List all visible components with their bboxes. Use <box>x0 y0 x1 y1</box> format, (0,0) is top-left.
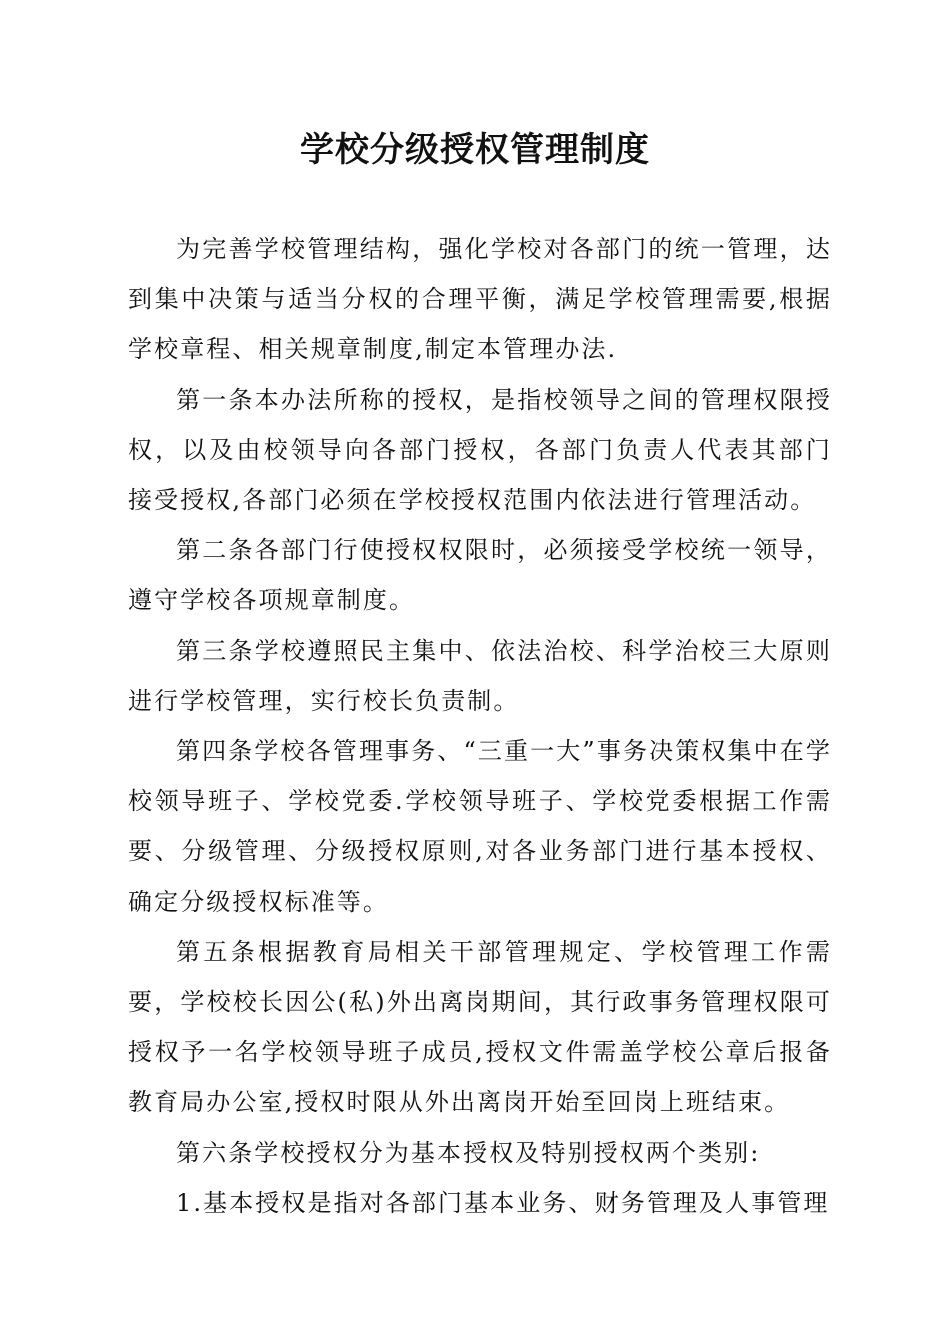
paragraph-article-1: 第一条本办法所称的授权，是指校领导之间的管理权限授权，以及由校领导向各部门授权，各部门负责人代表其部门接受授权,各部门必须在学校授权范围内依法进行管理活动。 <box>128 385 832 515</box>
document-title: 学校分级授权管理制度 <box>300 130 650 170</box>
document-body <box>128 224 832 1228</box>
paragraph-preamble: 为完善学校管理结构，强化学校对各部门的统一管理，达到集中决策与适当分权的合理平衡，满足学校管理需要,根据学校章程、相关规章制度,制定本管理办法. <box>128 235 832 364</box>
paragraph-article-5: 第五条根据教育局相关干部管理规定、学校管理工作需要，学校校长因公(私)外出离岗期间，其行政事务管理权限可授权予一名学校领导班子成员,授权文件需盖学校公章后报备教育局办公室,授权时限从外出离岗开始至回岗上班结束。 <box>128 937 832 1117</box>
paragraph-item-1: 1.基本授权是指对各部门基本业务、财务管理及人事管理 <box>176 1188 830 1217</box>
paragraph-article-4: 第四条学校各管理事务、“三重一大”事务决策权集中在学校领导班子、学校党委.学校领导班子、学校党委根据工作需要、分级管理、分级授权原则,对各业务部门进行基本授权、确定分级授权标准等。 <box>128 737 832 916</box>
paragraph-article-6: 第六条学校授权分为基本授权及特别授权两个类别: <box>176 1138 761 1167</box>
paragraph-article-2: 第二条各部门行使授权权限时，必须接受学校统一领导，遵守学校各项规章制度。 <box>128 536 832 615</box>
paragraph-article-3: 第三条学校遵照民主集中、依法治校、科学治校三大原则进行学校管理，实行校长负责制。 <box>128 636 832 715</box>
